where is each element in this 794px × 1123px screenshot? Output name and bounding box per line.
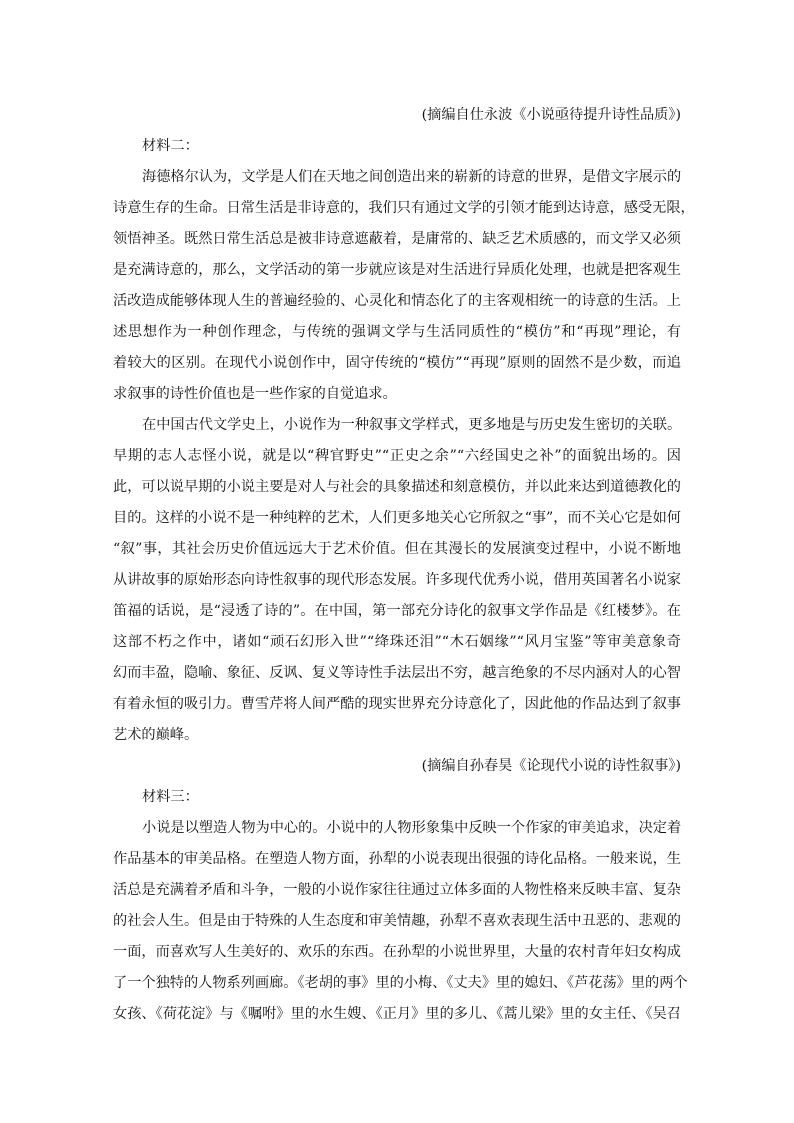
paragraph-line: 笛福的话说，是“浸透了诗的”。在中国，第一部充分诗化的叙事文学作品是《红楼梦》。在 <box>113 603 681 619</box>
paragraph-line: 目的。这样的小说不是一种纯粹的艺术，人们更多地关心它所叙之“事”，而不关心它是如何 <box>113 510 681 526</box>
paragraph-line: 小说是以塑造人物为中心的。小说中的人物形象集中反映一个作家的审美追求，决定着 <box>142 820 682 836</box>
material-three-paragraph-1 <box>113 813 688 1030</box>
paragraph-line: “叙”事，其社会历史价值远远大于艺术价值。但在其漫长的发展演变过程中，小说不断地 <box>113 541 681 557</box>
paragraph-line: 领悟神圣。既然日常生活总是被非诗意遮蔽着，是庸常的、缺乏艺术质感的，而文学又必须 <box>113 231 681 247</box>
paragraph-line: 着较大的区别。在现代小说创作中，固守传统的“模仿”“再现”原则的固然不是少数，而追 <box>113 355 681 371</box>
paragraph-line: 的社会人生。但是由于特殊的人生态度和审美情趣，孙犁不喜欢表现生活中丑恶的、悲观的 <box>113 913 681 929</box>
document-content <box>113 100 695 1030</box>
paragraph-line: 从讲故事的原始形态向诗性叙事的现代形态发展。许多现代优秀小说，借用英国著名小说家 <box>113 572 681 588</box>
paragraph-line: 艺术的巅峰。 <box>113 727 199 743</box>
paragraph-line: 海德格尔认为，文学是人们在天地之间创造出来的崭新的诗意的世界，是借文字展示的 <box>142 169 682 185</box>
paragraph-line: 有着永恒的吸引力。曹雪芹将人间严酷的现实世界充分诗意化了，因此他的作品达到了叙事 <box>113 696 681 712</box>
paragraph-line: 求叙事的诗性价值也是一些作家的自觉追求。 <box>113 386 397 402</box>
paragraph-line: 女孩、《荷花淀》与《嘱咐》里的水生嫂、《正月》里的多儿、《蒿儿梁》里的女主任、《吴召 <box>113 1006 681 1022</box>
source-citation-2: (摘编自孙春昊《论现代小说的诗性叙事》) <box>421 758 681 774</box>
material-two-paragraph-1 <box>113 162 695 410</box>
paragraph-line: 活总是充满着矛盾和斗争，一般的小说作家往往通过立体多面的人物性格来反映丰富、复杂 <box>113 882 681 898</box>
paragraph-line: 作品基本的审美品格。在塑造人物方面，孙犁的小说表现出很强的诗化品格。一般来说，生 <box>113 851 681 867</box>
paragraph-line: 在中国古代文学史上，小说作为一种叙事文学样式，更多地是与历史发生密切的关联。 <box>142 417 682 433</box>
material-two-heading: 材料二： <box>142 138 199 154</box>
paragraph-line: 诗意生存的生命。日常生活是非诗意的，我们只有通过文学的引领才能到达诗意，感受无限， <box>113 200 695 216</box>
material-three-heading: 材料三： <box>142 789 199 805</box>
paragraph-line: 早期的志人志怪小说，就是以“稗官野史”“正史之余”“六经国史之补”的面貌出场的。因 <box>113 448 681 464</box>
paragraph-line: 述思想作为一种创作理念，与传统的强调文学与生活同质性的“模仿”和“再现”理论，有 <box>113 324 681 340</box>
paragraph-line: 这部不朽之作中，诸如“顽石幻形入世”“绛珠还泪”“木石姻缘”“风月宝鉴”等审美意象奇 <box>113 634 681 650</box>
paragraph-line: 了一个独特的人物系列画廊。《老胡的事》里的小梅、《丈夫》里的媳妇、《芦花荡》里的两个 <box>113 975 688 991</box>
paragraph-line: 是充满诗意的，那么，文学活动的第一步就应该是对生活进行异质化处理，也就是把客观生 <box>113 262 681 278</box>
paragraph-line: 此，可以说早期的小说主要是对人与社会的具象描述和刻意模仿，并以此来达到道德教化的 <box>113 479 681 495</box>
material-two-paragraph-2 <box>113 410 681 751</box>
paragraph-line: 幻而丰盈，隐喻、象征、反讽、复义等诗性手法层出不穷，越言绝象的不尽内涵对人的心智 <box>113 665 681 681</box>
source-citation-1: (摘编自仕永波《小说亟待提升诗性品质》) <box>421 107 681 123</box>
paragraph-line: 一面，而喜欢写人生美好的、欢乐的东西。在孙犁的小说世界里，大量的农村青年妇女构成 <box>113 944 681 960</box>
paragraph-line: 活改造成能够体现人生的普遍经验的、心灵化和情态化了的主客观相统一的诗意的生活。上 <box>113 293 681 309</box>
